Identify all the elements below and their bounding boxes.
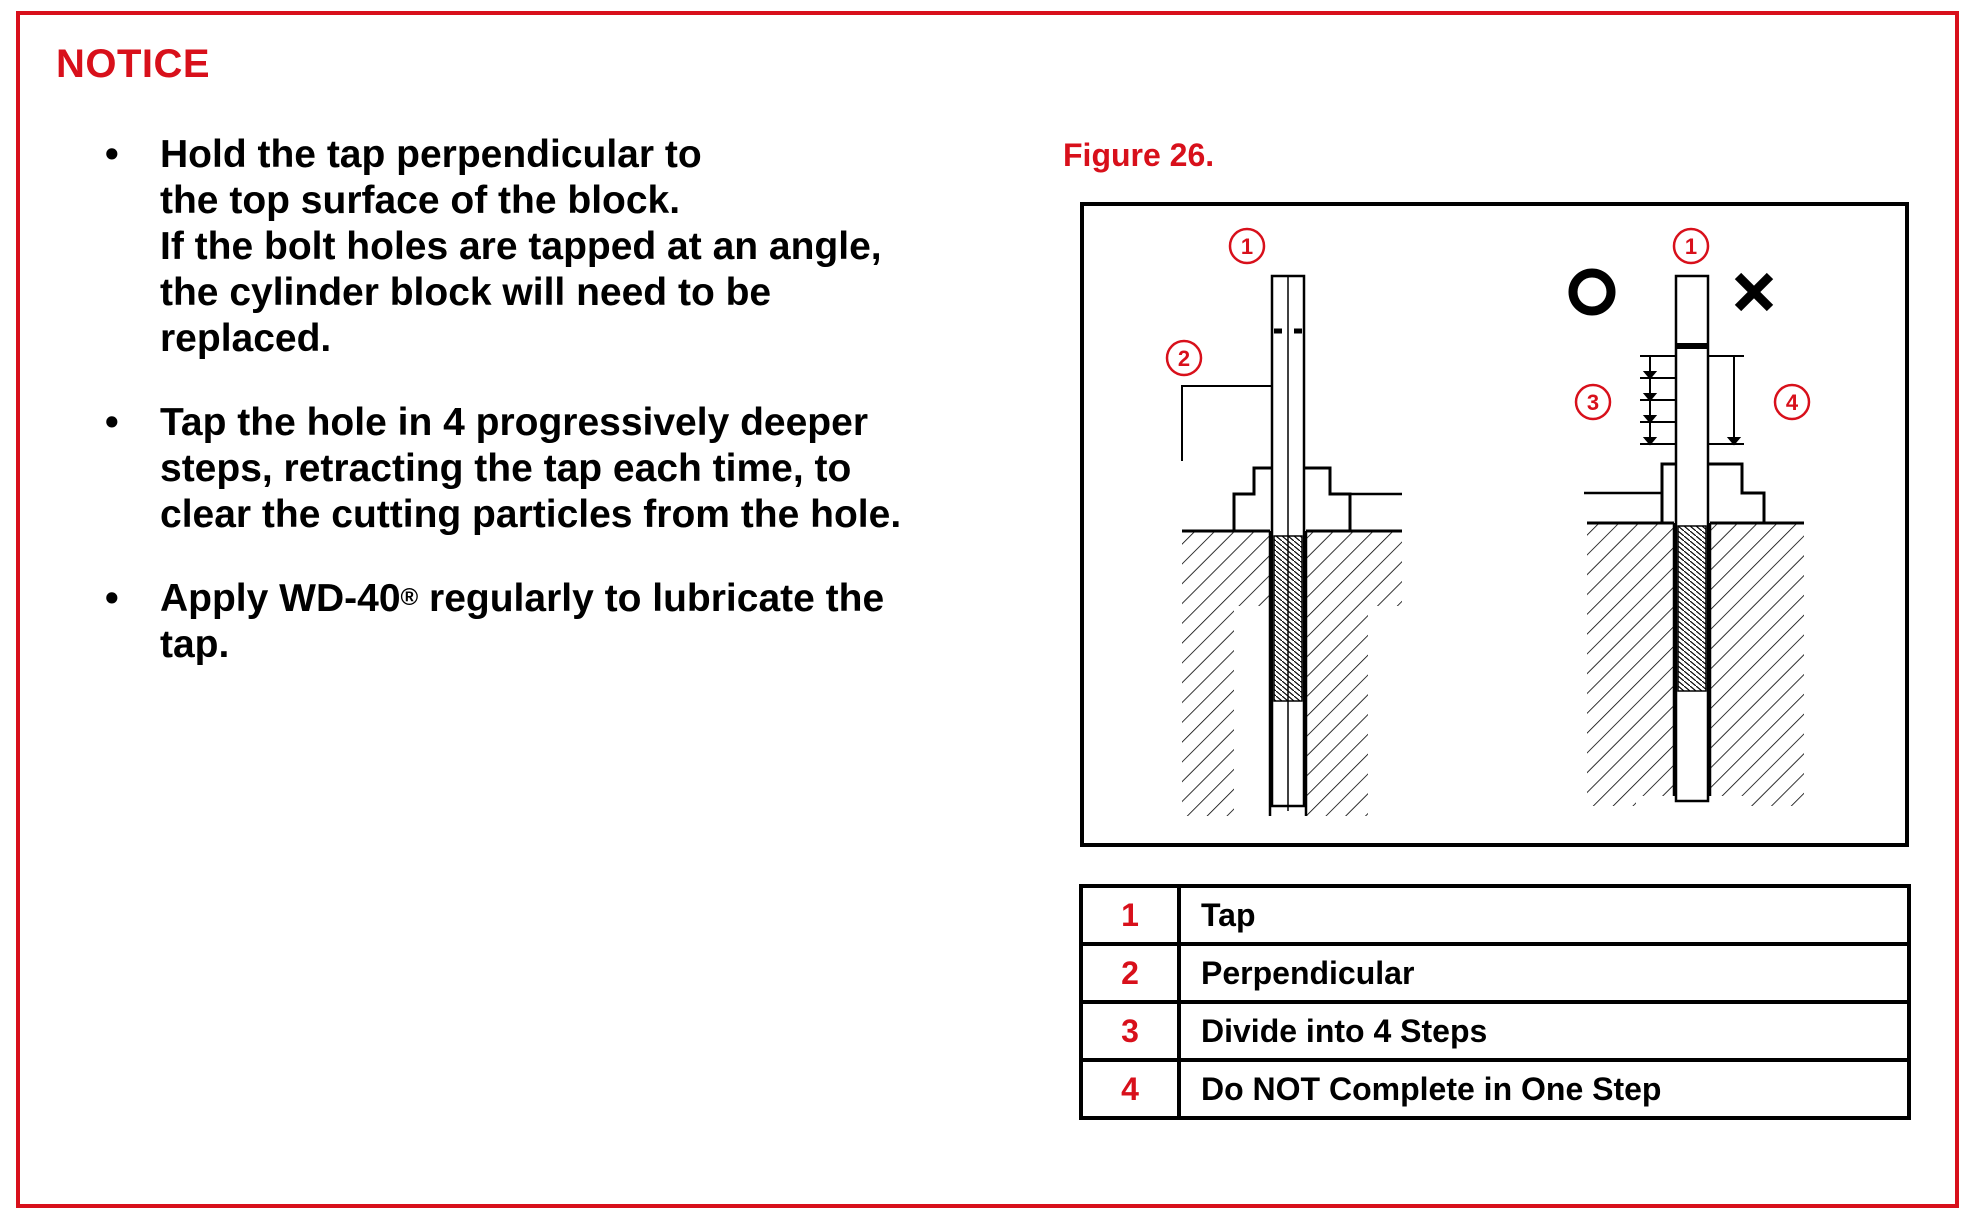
svg-text:O: O: [1592, 300, 1593, 301]
instruction-line: If the bolt holes are tapped at an angle,: [160, 225, 882, 268]
svg-text:X: X: [1754, 300, 1755, 301]
instruction-line: the top surface of the block.: [160, 179, 681, 222]
legend-row: [1081, 1002, 1909, 1060]
instruction-line: steps, retracting the tap each time, to: [160, 447, 852, 490]
svg-text:3: 3: [1586, 390, 1600, 415]
incorrect-symbol: [1738, 276, 1770, 308]
tapping-diagram-svg: [1084, 206, 1905, 843]
svg-text:2: 2: [1177, 346, 1191, 371]
four-steps-dimension: [1640, 356, 1676, 444]
bullet-point: •: [105, 401, 119, 444]
svg-text:4: 4: [1785, 390, 1799, 415]
right-tap-threads: [1678, 526, 1706, 691]
svg-text:1: 1: [1684, 234, 1698, 259]
registered-mark: ®: [400, 584, 419, 611]
instruction-line: replaced.: [160, 317, 332, 360]
legend-label: Perpendicular: [1179, 944, 1909, 1002]
correct-symbol: [1573, 273, 1611, 311]
callout-1-left: [1230, 229, 1264, 263]
legend-table: [1079, 884, 1911, 1120]
instruction-item-1: [100, 132, 980, 362]
left-block-hatch: [1306, 531, 1402, 816]
instruction-item-3: [100, 576, 980, 668]
callout-1-right: [1674, 229, 1708, 263]
legend-row: [1081, 886, 1909, 944]
legend-row: [1081, 1060, 1909, 1118]
legend-label: Do NOT Complete in One Step: [1179, 1060, 1909, 1118]
tapping-diagram: [1080, 202, 1909, 847]
notice-heading: NOTICE: [56, 42, 211, 86]
right-block-hatch: [1587, 523, 1674, 806]
instruction-line: [160, 576, 980, 622]
callout-3-right: [1576, 385, 1610, 419]
bullet-point: •: [105, 577, 119, 620]
legend-number: 4: [1081, 1060, 1179, 1118]
instruction-list: [100, 132, 980, 706]
instruction-line: clear the cutting particles from the hole.: [160, 493, 902, 536]
right-block-hatch: [1710, 523, 1804, 806]
one-step-dimension: [1708, 356, 1744, 444]
svg-text:1: 1: [1240, 234, 1254, 259]
product-name: Apply WD-40: [160, 577, 401, 620]
callout-4-right: [1775, 385, 1809, 419]
bullet-point: •: [105, 133, 119, 176]
legend-label: Divide into 4 Steps: [1179, 1002, 1909, 1060]
instruction-line: Hold the tap perpendicular to: [160, 133, 702, 176]
legend-number: 3: [1081, 1002, 1179, 1060]
instruction-line: the cylinder block will need to be: [160, 271, 772, 314]
legend-label: Tap: [1179, 886, 1909, 944]
callout-2-left: [1167, 341, 1201, 375]
instruction-line: Tap the hole in 4 progressively deeper: [160, 401, 868, 444]
legend-row: [1081, 944, 1909, 1002]
left-block-hatch: [1182, 531, 1270, 816]
perpendicular-bracket: [1182, 386, 1272, 461]
legend-number: 2: [1081, 944, 1179, 1002]
figure-caption: Figure 26.: [1063, 137, 1215, 173]
instruction-item-2: [100, 400, 980, 538]
instruction-line: tap.: [160, 623, 230, 666]
legend-number: 1: [1081, 886, 1179, 944]
left-diagram: [1167, 229, 1402, 816]
right-diagram: [1573, 229, 1809, 806]
instruction-text: regularly to lubricate the: [429, 577, 885, 620]
